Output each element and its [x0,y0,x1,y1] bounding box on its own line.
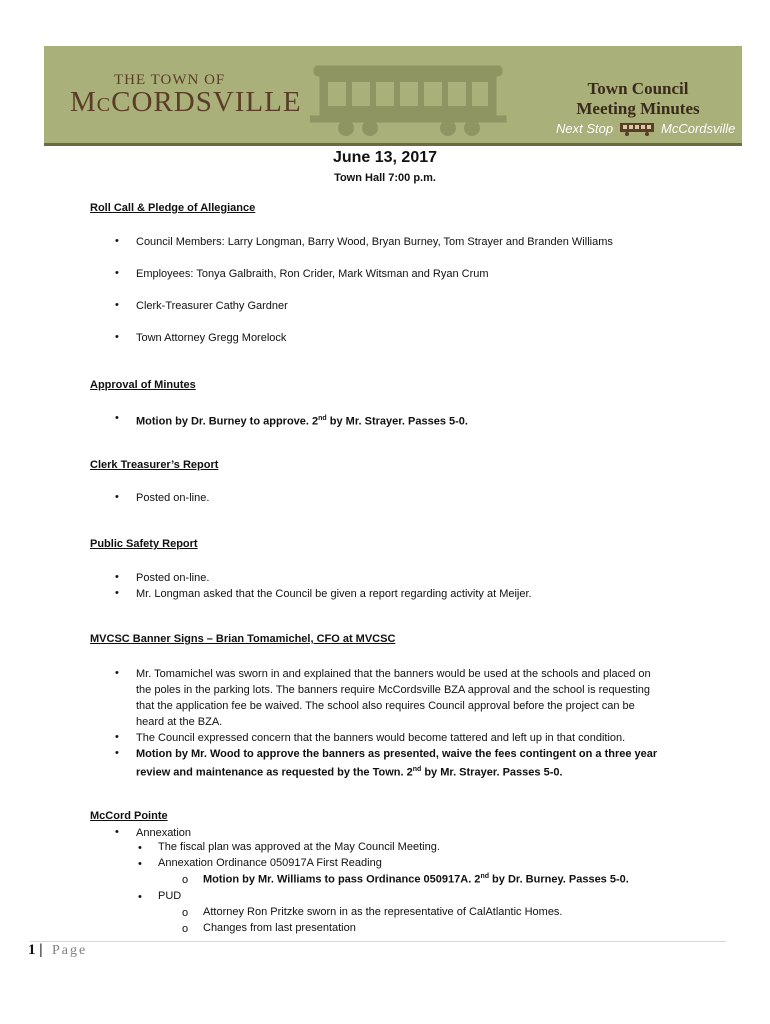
bullet: • [115,587,119,599]
logo-line-1: THE TOWN OF [114,72,226,88]
bullet: • [138,858,142,870]
tagline-left: Next Stop [556,121,614,136]
mini-trolley-icon [619,121,655,137]
bullet: • [115,747,119,759]
footer-divider [30,941,726,942]
motion-ordinance [203,873,629,886]
motion-text: Motion by Dr. Burney to approve. 2 [136,415,319,428]
trolley-icon [310,58,510,138]
motion-text: review and maintenance as requested by the Town. 2 [136,766,413,779]
list-item: Clerk-Treasurer Cathy Gardner [136,300,288,312]
ordinal-suffix: nd [480,873,489,880]
motion-text: by Mr. Strayer. Passes 5-0. [421,766,563,779]
bullet: o [182,874,189,886]
bullet: • [115,571,119,583]
meeting-location-time: Town Hall 7:00 p.m. [334,172,436,184]
list-item: Town Attorney Gregg Morelock [136,332,287,344]
motion-banners-line-1: Motion by Mr. Wood to approve the banners as presented, waive the fees contingent on a three year [136,748,658,760]
banner-divider [44,143,742,146]
header-title-line-2: Meeting Minutes [576,99,700,118]
header-title-line-1: Town Council [587,79,689,98]
section-heading-banner-signs: MVCSC Banner Signs – Brian Tomamichel, CFO at MVCSC [90,633,396,645]
motion-banners-line-2 [136,762,563,781]
paragraph-line: Mr. Tomamichel was sworn in and explained that the banners would be used at the schools and placed on [136,668,651,680]
bullet: o [182,907,189,919]
bullet: • [115,235,119,247]
motion-text: by Mr. Strayer. Passes 5-0. [326,415,468,428]
paragraph-line: that the application fee be waived. The school also requires Council approval before the project can be [136,700,635,712]
list-item: The fiscal plan was approved at the May Council Meeting. [158,841,440,853]
bullet: • [138,891,142,903]
page-number-value: 1 [28,942,36,958]
meeting-date: June 13, 2017 [332,149,438,166]
logo-line-2: McCORDSVILLE [70,86,302,118]
list-item: Mr. Longman asked that the Council be given a report regarding activity at Meijer. [136,588,532,600]
motion-text: Motion by Mr. Williams to pass Ordinance 050917A. 2 [203,873,481,886]
motion-text: by Dr. Burney. Passes 5-0. [489,873,629,886]
list-item: Council Members: Larry Longman, Barry Wood, Bryan Burney, Tom Strayer and Branden Williams [136,236,613,248]
list-item: Annexation Ordinance 050917A First Reading [158,857,382,869]
bullet: • [115,731,119,743]
paragraph-line: heard at the BZA. [136,716,223,728]
bullet: o [182,923,189,935]
bullet: • [138,842,142,854]
bullet: • [115,412,119,424]
ordinal-suffix: nd [318,415,327,422]
motion-approve-minutes [136,411,468,430]
ordinal-suffix: nd [412,766,422,773]
list-item: Employees: Tonya Galbraith, Ron Crider, Mark Witsman and Ryan Crum [136,268,489,280]
section-heading-safety: Public Safety Report [90,538,198,550]
section-heading-minutes: Approval of Minutes [90,379,196,391]
page-number [28,942,43,959]
list-item: PUD [158,890,182,902]
section-heading-mccord-pointe: McCord Pointe [90,810,168,822]
tagline-right: McCordsville [661,121,736,136]
paragraph-line: the poles in the parking lots. The banners require McCordsville BZA approval and the school is requesting [136,684,651,696]
page-separator: | [39,942,43,958]
list-item: Changes from last presentation [203,922,356,934]
list-item: The Council expressed concern that the banners would become tattered and left up in that condition. [136,732,626,744]
section-heading-roll-call: Roll Call & Pledge of Allegiance [90,202,256,214]
section-heading-clerk: Clerk Treasurer’s Report [90,459,219,471]
list-item: Posted on-line. [136,492,210,504]
list-item: Posted on-line. [136,572,210,584]
bullet: • [115,267,119,279]
page-label: Page [52,943,88,958]
bullet: • [115,491,119,503]
bullet: • [115,299,119,311]
list-item: Attorney Ron Pritzke sworn in as the representative of CalAtlantic Homes. [203,906,563,918]
bullet: • [115,826,119,838]
bullet: • [115,667,119,679]
list-item: Annexation [136,827,192,839]
bullet: • [115,331,119,343]
